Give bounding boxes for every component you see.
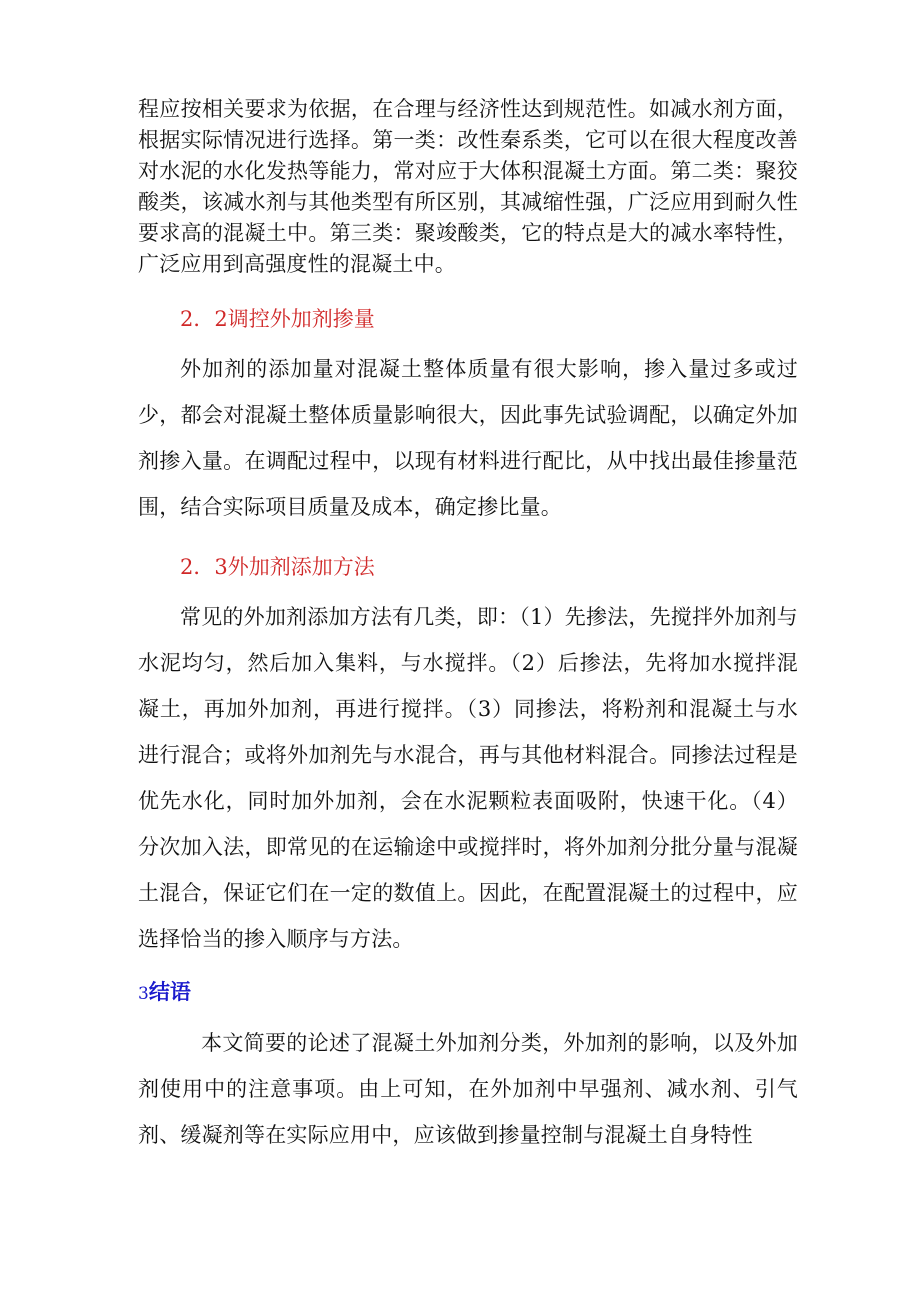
section-heading-3 (138, 972, 798, 1014)
paragraph-dosage: 外加剂的添加量对混凝土整体质量有很大影响，掺入量过多或过少，都会对混凝土整体质量影响很大，因此事先试验调配，以确定外加剂掺入量。在调配过程中，以现有材料进行配比，从中找出最佳掺量范围，结合实际项目质量及成本，确定掺比量。 (138, 357, 798, 519)
section-number: 3 (138, 984, 149, 1004)
subheading-2-3: 2．3外加剂添加方法 (180, 555, 375, 579)
section-title: 结语 (148, 979, 191, 1004)
paragraph-methods: 常见的外加剂添加方法有几类，即：（1）先掺法，先搅拌外加剂与水泥均匀，然后加入集料，与水搅拌。（2）后掺法，先将加水搅拌混凝土，再加外加剂，再进行搅拌。（3）同掺法，将粉剂和混凝土与水进行混合；或将外加剂先与水混合，再与其他材料混合。同掺法过程是优先水化，同时加外加剂，会在水泥颗粒表面吸附，快速干化。（4）分次加入法，即常见的在运输途中或搅拌时，将外加剂分批分量与混凝土混合，保证它们在一定的数值上。因此，在配置混凝土的过程中，应选择恰当的掺入顺序与方法。 (138, 605, 798, 951)
paragraph-reducer-types: 程应按相关要求为依据，在合理与经济性达到规范性。如减水剂方面，根据实际情况进行选择。第一类：改性秦系类，它可以在很大程度改善对水泥的水化发热等能力，常对应于大体积混凝土方面。第二类：聚狡酸类，该减水剂与其他类型有所区别，其减缩性强，广泛应用到耐久性要求高的混凝土中。第三类：聚竣酸类，它的特点是大的减水率特性，广泛应用到高强度性的混凝土中。 (138, 97, 798, 276)
document-page (138, 94, 798, 1158)
subheading-2-2: 2．2调控外加剂掺量 (180, 307, 375, 331)
paragraph-conclusion: 本文简要的论述了混凝土外加剂分类，外加剂的影响，以及外加剂使用中的注意事项。由上可知，在外加剂中早强剂、减水剂、引气剂、缓凝剂等在实际应用中，应该做到掺量控制与混凝土自身特性 (138, 1031, 798, 1147)
